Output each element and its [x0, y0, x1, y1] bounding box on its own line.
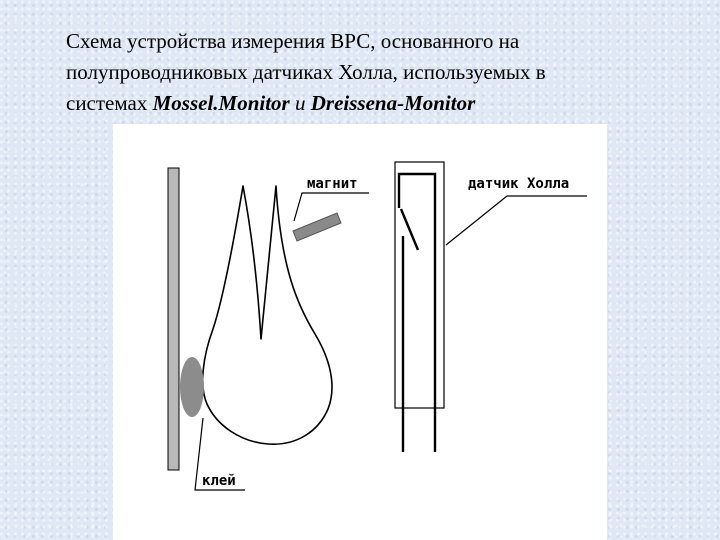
slide-caption — [66, 26, 706, 119]
caption-line-2: полупроводниковых датчиках Холла, используемых в — [66, 60, 546, 84]
caption-conjunction: и — [289, 91, 311, 115]
hall-sensor-label: датчик Холла — [468, 176, 570, 192]
caption-line-1: Схема устройства измерения ВРС, основанного на — [66, 29, 520, 53]
magnet-bar — [293, 213, 341, 241]
magnet-label: магнит — [307, 176, 358, 192]
brand-dreissena-monitor: Dreissena-Monitor — [310, 91, 476, 115]
glue-blob — [180, 357, 204, 417]
substrate-plate — [168, 168, 179, 470]
device-diagram — [113, 124, 607, 540]
glue-label: клей — [202, 473, 236, 489]
caption-line-3 — [66, 88, 706, 119]
brand-mossel-monitor: Mossel.Monitor — [152, 91, 290, 115]
caption-prefix: системах — [66, 91, 153, 115]
hall-sensor-leader-line — [446, 196, 587, 245]
